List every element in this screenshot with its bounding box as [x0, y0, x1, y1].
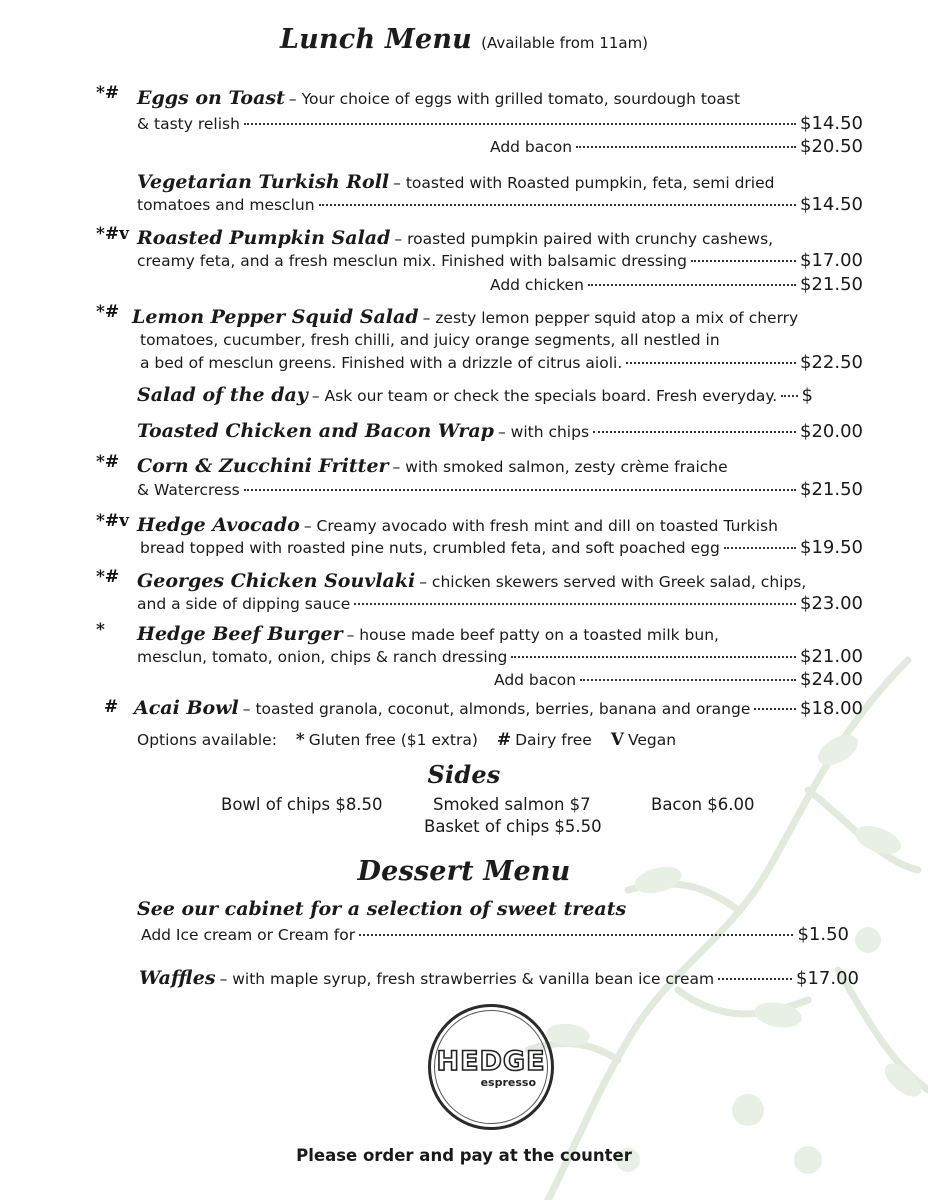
extra-price: $24.00 — [800, 669, 863, 690]
dairy-free-text: Dairy free — [515, 731, 592, 749]
item-name: Salad of the day — [137, 384, 308, 406]
dessert-heading: Dessert Menu — [357, 856, 571, 887]
leader-dots — [511, 656, 796, 658]
dietary-options — [137, 730, 676, 750]
hedge-espresso-logo — [428, 1004, 554, 1130]
item-price: $23.00 — [800, 593, 863, 614]
cabinet-title: See our cabinet for a selection of sweet treats — [137, 898, 627, 920]
leader-dots — [724, 547, 796, 549]
gluten-free-symbol: * — [295, 730, 305, 750]
dietary-marker: # — [104, 697, 119, 717]
leader-dots — [593, 431, 796, 433]
availability-note: (Available from 11am) — [481, 34, 649, 52]
side-item: Bowl of chips $8.50 — [221, 795, 383, 814]
options-label: Options available: — [137, 731, 277, 749]
leader-dots — [580, 679, 796, 681]
item-description: – house made beef patty on a toasted milk bun, — [346, 626, 719, 644]
item-description: – zesty lemon pepper squid atop a mix of cherry — [422, 309, 799, 327]
item-description: – toasted with Roasted pumpkin, feta, semi dried — [393, 174, 775, 192]
lunch-menu-heading: Lunch Menu — [279, 24, 472, 55]
item-name: Lemon Pepper Squid Salad — [132, 306, 419, 328]
item-name: Hedge Beef Burger — [137, 623, 343, 645]
lunch-menu-title — [0, 24, 928, 55]
side-item: Bacon $6.00 — [651, 795, 755, 814]
item-description: – toasted granola, coconut, almonds, berries, banana and orange — [242, 700, 751, 718]
vegan-symbol: V — [610, 730, 624, 750]
item-name: Roasted Pumpkin Salad — [137, 227, 391, 249]
waffles-price: $17.00 — [796, 968, 859, 989]
extra-price: $21.50 — [800, 274, 863, 295]
dietary-marker: * — [96, 620, 105, 640]
logo-subtitle: espresso — [480, 1076, 536, 1089]
leader-dots — [576, 146, 796, 148]
floral-watermark — [508, 640, 928, 1200]
item-description: – Creamy avocado with fresh mint and dill on toasted Turkish — [303, 517, 778, 535]
extra-price: $20.50 — [800, 136, 863, 157]
extra-label: Add bacon — [490, 138, 573, 156]
item-name: Eggs on Toast — [137, 87, 285, 109]
order-instructions: Please order and pay at the counter — [296, 1146, 632, 1165]
item-description: – roasted pumpkin paired with crunchy cashews, — [394, 230, 774, 248]
item-description: – chicken skewers served with Greek salad, chips, — [419, 573, 807, 591]
item-price: $19.50 — [800, 537, 863, 558]
item-description-cont: & Watercress — [137, 481, 240, 499]
side-item: Smoked salmon $7 — [433, 795, 591, 814]
cabinet-description: Add Ice cream or Cream for — [141, 926, 356, 944]
dietary-marker: *# — [96, 83, 120, 103]
item-name: Hedge Avocado — [137, 514, 300, 536]
cabinet-price: $1.50 — [797, 924, 849, 945]
leader-dots — [588, 284, 796, 286]
leader-dots — [754, 708, 796, 710]
leader-dots — [691, 260, 796, 262]
item-price: $18.00 — [800, 698, 863, 719]
sides-heading: Sides — [427, 760, 501, 789]
leader-dots — [718, 978, 792, 980]
item-price: $14.50 — [800, 194, 863, 215]
item-description-cont: bread topped with roasted pine nuts, crumbled feta, and soft poached egg — [140, 539, 720, 557]
item-price: $20.00 — [800, 421, 863, 442]
item-price: $22.50 — [800, 352, 863, 373]
waffles-name: Waffles — [139, 967, 216, 989]
dietary-marker: *# — [96, 452, 120, 472]
item-description-cont: & tasty relish — [137, 115, 240, 133]
item-description: – with smoked salmon, zesty crème fraiche — [392, 458, 728, 476]
item-description-cont: and a side of dipping sauce — [137, 595, 351, 613]
item-description-cont: a bed of mesclun greens. Finished with a drizzle of citrus aioli. — [140, 354, 623, 372]
item-description-cont: mesclun, tomato, onion, chips & ranch dressing — [137, 648, 508, 666]
item-price: $14.50 — [800, 113, 863, 134]
item-price: $17.00 — [800, 250, 863, 271]
item-description-cont: tomatoes and mesclun — [137, 196, 315, 214]
leader-dots — [244, 489, 796, 491]
dietary-marker: *#v — [96, 511, 130, 531]
extra-label: Add bacon — [494, 671, 577, 689]
extra-label: Add chicken — [490, 276, 584, 294]
leader-dots — [359, 934, 793, 936]
leader-dots — [626, 362, 796, 364]
dairy-free-symbol: # — [496, 730, 512, 750]
item-description: – Your choice of eggs with grilled tomato, sourdough toast — [288, 90, 741, 108]
item-name: Corn & Zucchini Fritter — [137, 455, 389, 477]
gluten-free-text: Gluten free ($1 extra) — [308, 731, 478, 749]
item-description: – Ask our team or check the specials board. Fresh everyday. — [311, 387, 778, 405]
leader-dots — [781, 395, 797, 397]
item-price: $21.50 — [800, 479, 863, 500]
item-name: Georges Chicken Souvlaki — [137, 570, 416, 592]
item-price: $21.00 — [800, 646, 863, 667]
vegan-text: Vegan — [627, 731, 677, 749]
item-name: Acai Bowl — [134, 697, 239, 719]
item-name: Vegetarian Turkish Roll — [137, 171, 390, 193]
dietary-marker: *# — [96, 302, 120, 322]
item-description-cont: tomatoes, cucumber, fresh chilli, and juicy orange segments, all nestled in — [140, 331, 720, 349]
item-description-cont: creamy feta, and a fresh mesclun mix. Finished with balsamic dressing — [137, 252, 687, 270]
item-name: Toasted Chicken and Bacon Wrap — [137, 420, 494, 442]
dietary-marker: *#v — [96, 224, 130, 244]
waffles-description: – with maple syrup, fresh strawberries & vanilla bean ice cream — [219, 970, 715, 988]
leader-dots — [319, 204, 796, 206]
item-price: $ — [801, 385, 813, 406]
item-description: – with chips — [497, 423, 590, 441]
dietary-marker: *# — [96, 567, 120, 587]
leader-dots — [244, 123, 796, 125]
leader-dots — [354, 603, 796, 605]
side-item: Basket of chips $5.50 — [424, 817, 602, 836]
logo-word: HEDGE — [436, 1046, 546, 1077]
